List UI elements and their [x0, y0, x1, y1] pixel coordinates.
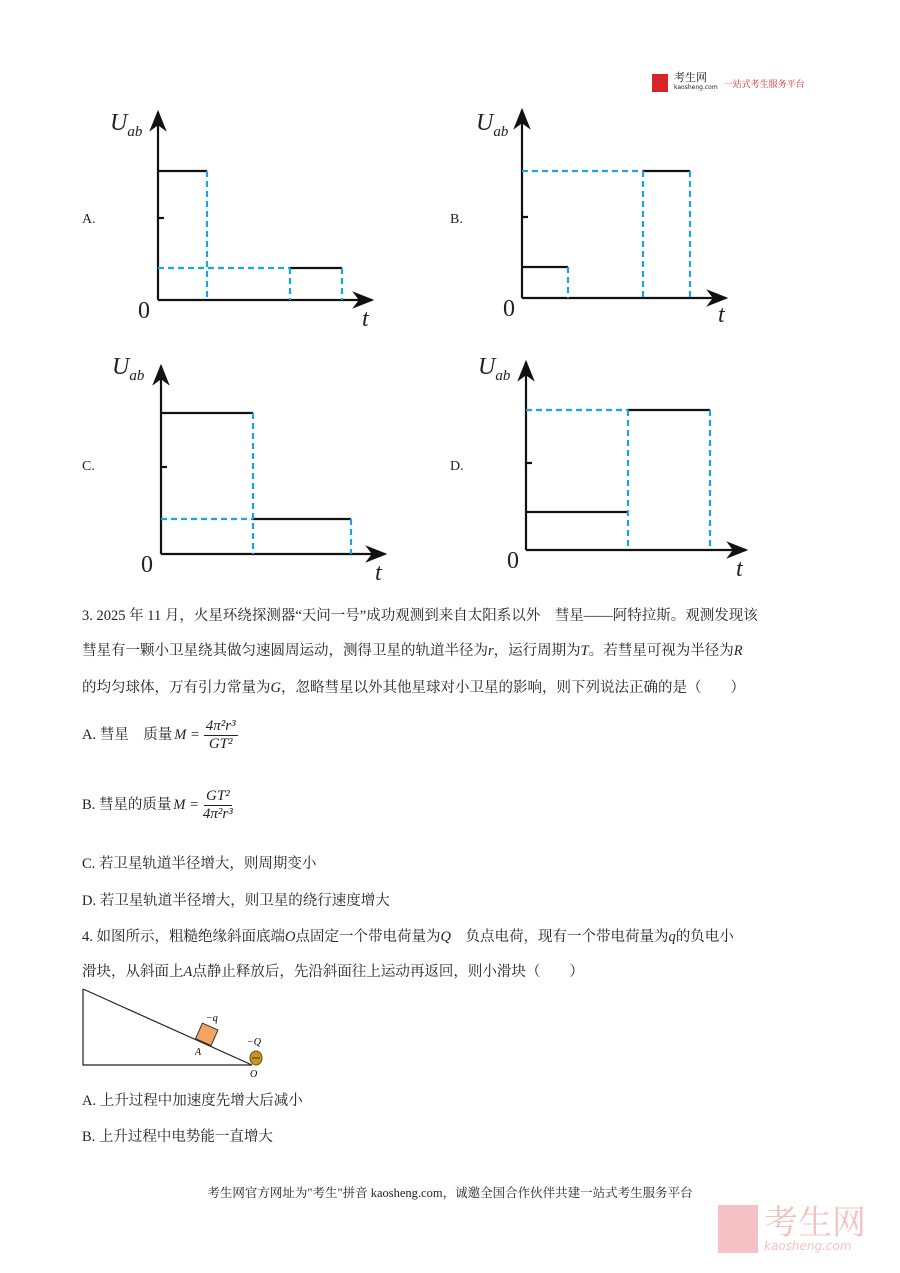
graph-c-x-label: t	[375, 560, 382, 586]
option-c-label: C.	[82, 459, 95, 474]
q4-line2: 滑块，从斜面上A点静止释放后，先沿斜面往上运动再返回，则小滑块（ ）	[82, 964, 584, 980]
graph-b	[522, 110, 726, 298]
graph-d-y-label: $U_{ab}$	[478, 354, 511, 384]
q3-line1: 3. 2025 年 11 月，火星环绕探测器“天问一号”成功观测到来自太阳系以外 彗星——阿特拉斯。观测发现该	[82, 608, 758, 624]
slider-block	[196, 1023, 218, 1045]
graph-c	[161, 366, 385, 554]
q3-line2: 彗星有一颗小卫星绕其做匀速圆周运动，测得卫星的轨道半径为r，运行周期为T。若彗星可视为半径为R	[82, 643, 743, 659]
logo-slogan: 一站式考生服务平台	[723, 79, 805, 90]
block-label: −q	[206, 1013, 218, 1024]
q4-option-b[interactable]: B. 上升过程中电势能一直增大	[82, 1129, 273, 1145]
graph-b-y-label: $U_{ab}$	[476, 110, 509, 140]
graph-b-origin: 0	[503, 296, 515, 322]
graph-d-origin: 0	[507, 548, 519, 574]
q3-line3: 的均匀球体，万有引力常量为G，忽略彗星以外其他星球对小卫星的影响，则下列说法正确的是（ ）	[82, 680, 745, 696]
option-d-label: D.	[450, 459, 464, 474]
q4-option-a[interactable]: A. 上升过程中加速度先增大后减小	[82, 1093, 303, 1109]
watermark-logo: 考生网 kaosheng.com	[718, 1205, 866, 1253]
graph-c-y-label: $U_{ab}$	[112, 354, 145, 384]
uab-graphs	[0, 0, 900, 600]
option-b-label: B.	[450, 212, 463, 227]
q4-line1: 4. 如图所示，粗糙绝缘斜面底端O点固定一个带电荷量为Q 负点电荷，现有一个带电荷量为q的负电小	[82, 929, 734, 945]
q3-option-d[interactable]: D. 若卫星轨道半径增大，则卫星的绕行速度增大	[82, 893, 390, 909]
watermark-icon	[718, 1205, 758, 1253]
q3-option-a[interactable]: A. 彗星 质量 M = $\frac{\text{4π²r³}}{\text{GT²}}$	[82, 718, 236, 752]
graph-d	[526, 362, 746, 550]
graph-a	[158, 112, 372, 300]
graph-a-x-label: t	[362, 306, 369, 332]
graph-a-origin: 0	[138, 298, 150, 324]
graph-b-x-label: t	[718, 302, 725, 328]
charge-label: −Q	[247, 1037, 261, 1048]
option-a-label: A.	[82, 212, 96, 227]
footer-text: 考生网官方网址为"考生"拼音 kaosheng.com，诚邀全国合作伙伴共建一站式考生服务平台	[207, 1186, 693, 1200]
q3-option-b[interactable]: B. 彗星的质量 M = $\frac{\text{GT²}}{\text{4π²r³}}$	[82, 788, 233, 822]
logo-name: 考生网	[674, 71, 707, 84]
point-a-label: A	[195, 1047, 202, 1058]
graph-d-x-label: t	[736, 556, 743, 582]
origin-o-label: O	[250, 1069, 258, 1080]
q3-option-c[interactable]: C. 若卫星轨道半径增大，则周期变小	[82, 856, 317, 872]
incline-figure	[80, 985, 280, 1080]
logo-domain: kaosheng.com	[674, 84, 718, 91]
graph-a-y-label: $U_{ab}$	[110, 110, 143, 140]
graph-c-origin: 0	[141, 552, 153, 578]
